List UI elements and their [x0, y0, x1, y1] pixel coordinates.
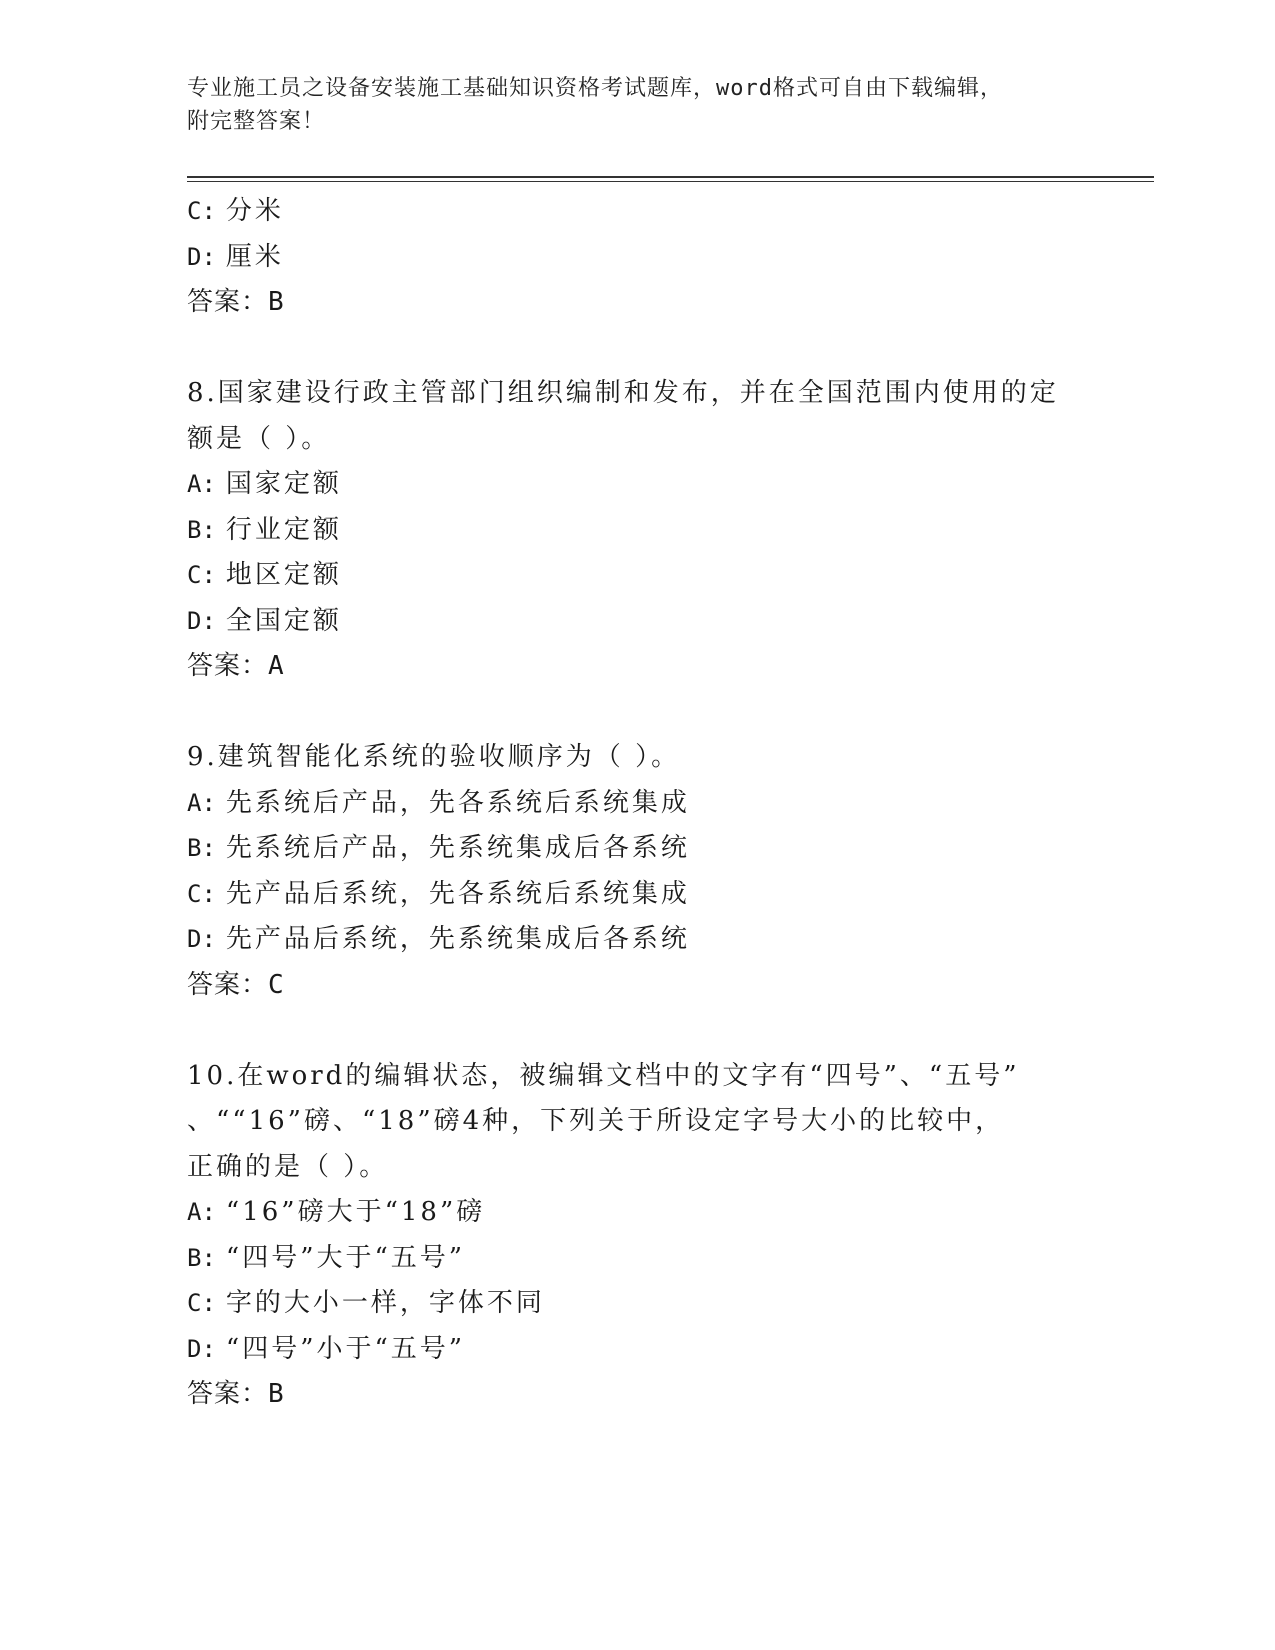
option-letter: C: [187, 879, 216, 908]
answer-label: 答案： [187, 287, 269, 317]
option-text: “四号”小于“五号” [225, 1333, 466, 1364]
option-letter: D: [187, 925, 216, 953]
option-letter: C: [187, 197, 216, 225]
header-divider-thin [187, 181, 1154, 182]
option-letter: C: [187, 1289, 216, 1317]
option-row [187, 872, 1087, 918]
option-row [187, 599, 1087, 645]
question-stem-10-line-2: 、““16”磅、“18”磅4种，下列关于所设定字号大小的比较中， [187, 1106, 1005, 1136]
option-letter: B: [187, 834, 216, 862]
option-text: 先系统后产品，先各系统后系统集成 [225, 787, 690, 818]
spacer [187, 326, 1087, 372]
question-stem-10-line-1: 10.在word的编辑状态，被编辑文档中的文字有“四号”、“五号” [187, 1060, 1020, 1091]
question-stem-8-line-2: 额是（ ）。 [187, 423, 331, 454]
header-divider-thick [187, 176, 1154, 178]
header-line-1: 专业施工员之设备安装施工基础知识资格考试题库，word格式可自由下载编辑， [187, 76, 1003, 101]
answer-row [187, 280, 1087, 326]
option-row [187, 1327, 1087, 1373]
answer-row [187, 963, 1087, 1009]
option-row [187, 1236, 1087, 1282]
option-letter: D: [187, 242, 216, 271]
answer-row [187, 1372, 1087, 1418]
option-text: 行业定额 [225, 514, 342, 545]
option-text: 先产品后系统，先各系统后系统集成 [225, 878, 690, 909]
answer-label: 答案： [187, 651, 269, 681]
question-stem-8-line-1: 8.国家建设行政主管部门组织编制和发布，并在全国范围内使用的定 [187, 378, 1059, 408]
option-letter: C: [187, 561, 216, 589]
option-row [187, 1190, 1087, 1236]
option-text: 先产品后系统，先系统集成后各系统 [225, 924, 690, 954]
option-letter: D: [187, 1334, 216, 1363]
option-row [187, 189, 1087, 235]
option-text: 国家定额 [225, 469, 342, 499]
document-header [187, 72, 1087, 138]
question-stem-10-line-3: 正确的是（ ）。 [187, 1151, 389, 1182]
answer-value: B [268, 287, 285, 317]
option-row [187, 781, 1087, 827]
option-text: 地区定额 [225, 560, 342, 590]
option-letter: B: [187, 1243, 216, 1272]
spacer [187, 690, 1087, 736]
question-stem-9-line-1: 9.建筑智能化系统的验收顺序为（ ）。 [187, 742, 681, 772]
answer-value: A [268, 651, 285, 681]
option-row [187, 826, 1087, 872]
option-text: 先系统后产品，先系统集成后各系统 [225, 833, 690, 863]
option-letter: A: [187, 470, 216, 498]
option-row [187, 462, 1087, 508]
question-content [187, 189, 1087, 1418]
spacer [187, 1008, 1087, 1054]
option-row [187, 508, 1087, 554]
option-text: 字的大小一样，字体不同 [225, 1288, 545, 1318]
answer-label: 答案： [187, 969, 269, 1000]
answer-row [187, 644, 1087, 690]
option-letter: A: [187, 788, 216, 817]
answer-label: 答案： [187, 1379, 269, 1409]
option-row [187, 917, 1087, 963]
option-letter: D: [187, 606, 216, 635]
option-row [187, 553, 1087, 599]
answer-value: C [268, 969, 285, 1000]
option-row [187, 235, 1087, 281]
option-row [187, 1281, 1087, 1327]
option-text: 厘米 [225, 241, 284, 272]
option-text: 分米 [225, 196, 284, 226]
option-text: “16”磅大于“18”磅 [225, 1197, 486, 1227]
answer-value: B [268, 1379, 285, 1409]
header-line-2: 附完整答案！ [187, 109, 326, 134]
option-letter: B: [187, 515, 216, 544]
option-letter: A: [187, 1198, 216, 1226]
option-text: “四号”大于“五号” [225, 1242, 466, 1273]
option-text: 全国定额 [225, 605, 342, 636]
